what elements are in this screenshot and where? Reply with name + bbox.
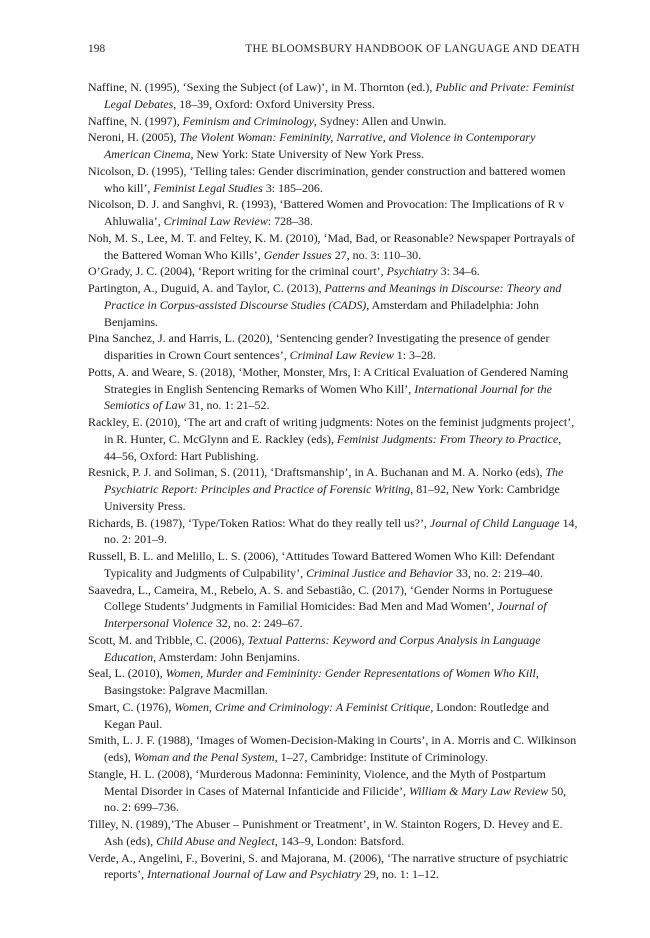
reference-details: , New York: State University of New York Press.	[190, 147, 424, 161]
reference-details: , 81–92, New York: Cambridge University Press.	[104, 482, 560, 513]
reference-entry	[88, 582, 580, 632]
reference-text: Nicolson, D. J. and Sanghvi, R. (1993), ‘Battered Women and Provocation: The Implications of R v Ahluwalia’,	[88, 197, 565, 228]
reference-text: Naffine, N. (1997),	[88, 113, 183, 128]
reference-details: 3: 185–206.	[262, 180, 323, 195]
reference-title: The Violent Woman: Femininity, Narrative, and Violence in Contemporary American Cinema	[104, 130, 536, 161]
running-header	[88, 43, 580, 59]
reference-text: Smith, L. J. F. (1988), ‘Images of Women-Decision-Making in Courts’, in A. Morris and C. Wilkinson (eds),	[88, 733, 577, 764]
reference-entry	[88, 79, 580, 113]
reference-title: Gender Issues	[263, 247, 332, 262]
reference-text: Rackley, E. (2010), ‘The art and craft of writing judgments: Notes on the feminist judgments project’, in R. Hunter, C. McGlynn and E. Rackley (eds),	[88, 415, 575, 446]
reference-title: Feminism and Criminology	[182, 113, 314, 128]
reference-entry	[88, 230, 580, 264]
reference-title: International Journal for the Semiotics of Law	[104, 381, 552, 413]
reference-title: The Psychiatric Report: Principles and Practice of Forensic Writing	[104, 465, 564, 496]
reference-text: Seal, L. (2010),	[88, 666, 166, 681]
reference-entry	[88, 129, 580, 163]
reference-title: Feminist Judgments: From Theory to Practice	[336, 431, 559, 446]
reference-text: Verde, A., Angelini, F., Boverini, S. and Majorana, M. (2006), ‘The narrative structure of psychiatric reports’,	[88, 850, 569, 882]
reference-text: Saavedra, L., Cameira, M., Rebelo, A. S. and Sebastião, C. (2017), ‘Gender Norms in Portuguese College Students’ Judgments in Familial Homicides: Bad Men and Mad Women’,	[88, 582, 553, 614]
reference-details: 32, no. 2: 249–67.	[212, 616, 303, 630]
reference-entry	[88, 699, 580, 733]
reference-entry	[88, 364, 580, 414]
reference-text: Nicolson, D. (1995), ‘Telling tales: Gender discrimination, gender construction and battered women who kill’,	[88, 163, 566, 195]
reference-title: Textual Patterns: Keyword and Corpus Analysis in Language Education	[104, 632, 541, 664]
reference-details: , Amsterdam and Philadelphia: John Benjamins.	[104, 297, 540, 329]
reference-details: 1: 3–28.	[393, 348, 436, 362]
reference-entry	[88, 766, 580, 816]
reference-entry	[88, 850, 580, 884]
reference-details: , Sydney: Allen and Unwin.	[313, 113, 447, 128]
reference-details: , Basingstoke: Palgrave Macmillan.	[104, 666, 539, 697]
page-number: 198	[88, 43, 106, 55]
reference-entry	[88, 732, 580, 766]
reference-details: 14, no. 2: 201–9.	[104, 515, 578, 547]
reference-details: 50, no. 2: 699–736.	[104, 783, 567, 815]
reference-text: Pina Sanchez, J. and Harris, L. (2020), ‘Sentencing gender? Investigating the presence of gender disparities in Crown Court sentences’,	[88, 331, 550, 362]
reference-text: Tilley, N. (1989),’The Abuser – Punishment or Treatment’, in W. Stainton Rogers, D. Hevey and E. Ash (eds),	[88, 817, 563, 848]
reference-entry	[88, 263, 580, 280]
reference-details: , London: Routledge and Kegan Paul.	[104, 699, 550, 731]
reference-details: 31, no. 1: 21–52.	[185, 398, 270, 413]
reference-entry	[88, 464, 580, 514]
reference-details: , 143–9, London: Batsford.	[274, 833, 405, 848]
reference-entry	[88, 515, 580, 549]
reference-title: Feminist Legal Studies	[153, 180, 263, 195]
reference-title: Psychiatry	[386, 264, 438, 279]
reference-text: Resnick, P. J. and Soliman, S. (2011), ‘Draftsmanship’, in A. Buchanan and M. A. Norko (eds),	[88, 465, 546, 480]
reference-title: Patterns and Meanings in Discourse: Theory and Practice in Corpus-assisted Discourse Studies (CADS)	[104, 281, 562, 312]
reference-title: Child Abuse and Neglect	[156, 833, 275, 848]
reference-list	[88, 79, 580, 883]
reference-entry	[88, 280, 580, 330]
reference-entry	[88, 330, 580, 364]
reference-text: Stangle, H. L. (2008), ‘Murderous Madonna: Femininity, Violence, and the Myth of Postpartum Mental Disorder in Cases of Maternal Infanticide and Filicide’,	[88, 766, 546, 798]
reference-title: International Journal of Law and Psychiatry	[147, 867, 361, 882]
reference-entry	[88, 163, 580, 197]
running-title: THE BLOOMSBURY HANDBOOK OF LANGUAGE AND DEATH	[245, 43, 580, 55]
reference-title: Criminal Law Review	[163, 214, 268, 228]
reference-details: 3: 34–6.	[437, 264, 480, 279]
reference-text: Noh, M. S., Lee, M. T. and Feltey, K. M. (2010), ‘Mad, Bad, or Reasonable? Newspaper Portrayals of the Battered Woman Who Kills’,	[88, 230, 575, 262]
reference-title: Criminal Justice and Behavior	[306, 565, 453, 580]
reference-text: Neroni, H. (2005),	[88, 130, 180, 145]
reference-text: Partington, A., Duguid, A. and Taylor, C. (2013),	[88, 281, 325, 295]
reference-details: 33, no. 2: 219–40.	[452, 565, 543, 580]
reference-entry	[88, 414, 580, 464]
reference-title: Journal of Child Language	[429, 515, 560, 530]
reference-text: O’Grady, J. C. (2004), ‘Report writing for the criminal court’,	[88, 264, 387, 279]
reference-text: Smart, C. (1976),	[88, 699, 175, 714]
reference-title: Woman and the Penal System	[133, 750, 275, 764]
reference-entry	[88, 632, 580, 666]
reference-details: 27, no. 3: 110–30.	[331, 247, 422, 262]
reference-title: William & Mary Law Review	[408, 783, 549, 798]
reference-details: , Amsterdam: John Benjamins.	[153, 649, 300, 664]
reference-details: , 44–56, Oxford: Hart Publishing.	[104, 431, 562, 463]
reference-text: Russell, B. L. and Melillo, L. S. (2006), ‘Attitudes Toward Battered Women Who Kill: Defendant Typicality and Judgments of Culpability’,	[88, 549, 555, 580]
reference-entry	[88, 816, 580, 850]
reference-entry	[88, 548, 580, 582]
reference-title: Public and Private: Feminist Legal Debates	[104, 80, 575, 111]
reference-title: Journal of Interpersonal Violence	[104, 599, 547, 630]
reference-details: : 728–38.	[267, 214, 313, 228]
reference-title: Women, Murder and Femininity: Gender Representations of Women Who Kill	[165, 666, 536, 681]
reference-details: 29, no. 1: 1–12.	[360, 867, 439, 882]
reference-text: Naffine, N. (1995), ‘Sexing the Subject (of Law)’, in M. Thornton (ed.),	[88, 80, 436, 94]
reference-title: Criminal Law Review	[289, 348, 394, 362]
reference-text: Richards, B. (1987), ‘Type/Token Ratios: What do they really tell us?’,	[88, 515, 430, 530]
reference-entry	[88, 113, 580, 130]
reference-entry	[88, 665, 580, 699]
reference-details: , 1–27, Cambridge: Institute of Criminology.	[274, 750, 489, 764]
reference-entry	[88, 196, 580, 230]
reference-title: Women, Crime and Criminology: A Feminist Critique	[174, 699, 431, 714]
reference-text: Scott, M. and Tribble, C. (2006),	[88, 632, 248, 647]
reference-text: Potts, A. and Weare, S. (2018), ‘Mother, Monster, Mrs, I: A Critical Evaluation of Gendered Naming Strategies in English Sentencing Remarks of Women Who Kill’,	[88, 364, 569, 396]
reference-details: , 18–39, Oxford: Oxford University Press.	[173, 96, 375, 111]
